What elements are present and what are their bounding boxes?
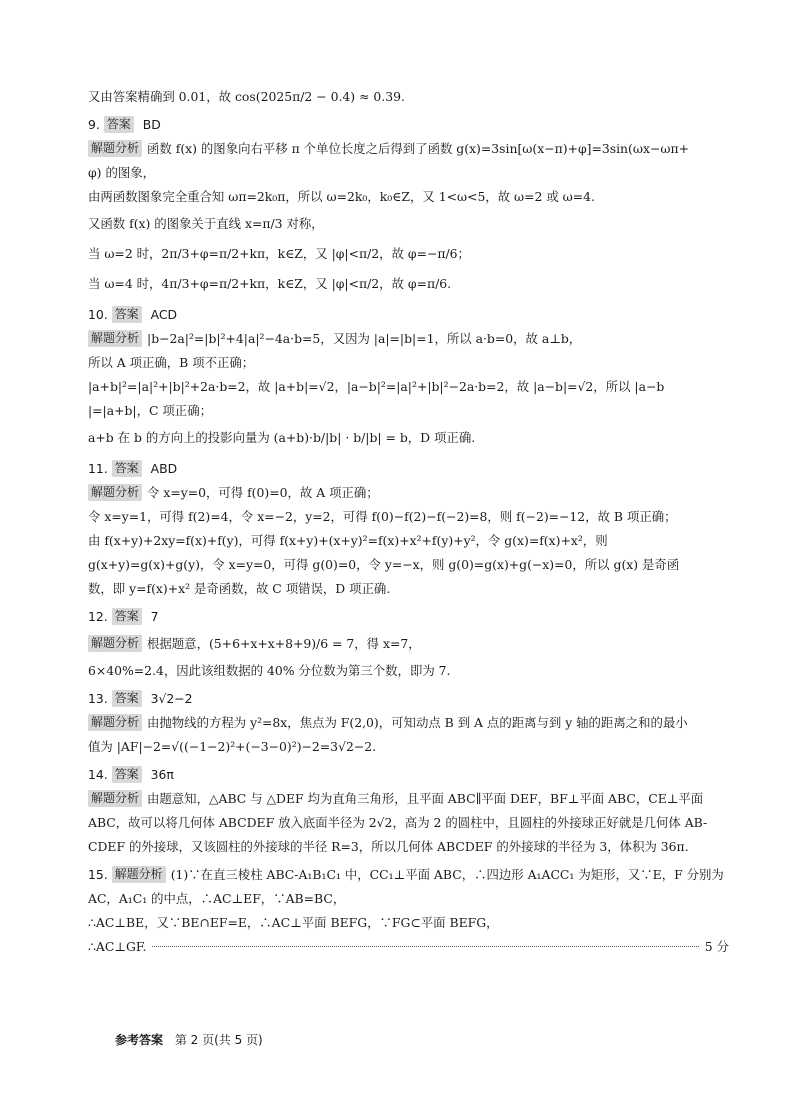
answer-value: 3√2−2 [150,691,193,706]
text-line: 又函数 f(x) 的图象关于直线 x=π/3 对称， [88,216,324,231]
question-number: 11. [88,461,108,476]
analysis-tag: 解题分析 [88,140,142,157]
text-line: |a+b|²=|a|²+|b|²+2a·b=2，故 |a+b|=√2，|a−b|²=|a|²+|b|²−2a·b=2，故 |a−b|=√2，所以 |a−b [88,379,665,394]
answer-value: 7 [150,609,159,624]
text-line: AC，A₁C₁ 的中点，∴AC⊥EF，∵AB=BC， [88,891,346,906]
question-11-header [88,457,729,481]
question-13-header [88,687,729,711]
text-line: 当 ω=4 时，4π/3+φ=π/2+kπ，k∈Z，又 |φ|<π/2，故 φ=π/6. [88,276,452,291]
analysis-tag: 解题分析 [88,790,142,807]
text-line: 由两函数图象完全重合知 ωπ=2k₀π，所以 ω=2k₀，k₀∈Z，又 1<ω<5，故 ω=2 或 ω=4. [88,189,595,204]
analysis-tag: 解题分析 [88,330,142,347]
text-line: |=|a+b|，C 项正确； [88,403,212,418]
text-line [88,481,729,505]
text-line: 当 ω=2 时，2π/3+φ=π/2+kπ，k∈Z，又 |φ|<π/2，故 φ=−π/6； [88,246,470,261]
answer-value: ABD [150,461,178,476]
analysis-tag: 解题分析 [112,866,166,883]
text-line: 令 x=y=1，可得 f(2)=4，令 x=−2，y=2，可得 f(0)−f(2)−f(−2)=8，则 f(−2)=−12，故 B 项正确； [88,509,677,524]
footer-page-number: 第 2 页(共 5 页) [174,1033,263,1047]
answer-tag: 答案 [112,460,142,477]
question-number: 10. [88,307,108,322]
score-line [88,935,729,959]
text-line: 数，即 y=f(x)+x² 是奇函数，故 C 项错误，D 项正确. [88,581,391,596]
text-line: 由 f(x+y)+2xy=f(x)+f(y)，可得 f(x+y)+(x+y)²=f(x)+x²+f(y)+y²，令 g(x)=f(x)+x²，则 [88,533,608,548]
text-line [88,137,729,161]
answer-tag: 答案 [112,608,142,625]
answer-tag: 答案 [112,306,142,323]
analysis-text: 根据题意，(5+6+x+x+8+9)/6 = 7，得 x=7， [147,636,421,651]
analysis-tag: 解题分析 [88,484,142,501]
answer-value: ACD [150,307,178,322]
question-14-header [88,763,729,787]
text-line: ∴AC⊥GF. [88,939,147,954]
analysis-text: |b−2a|²=|b|²+4|a|²−4a·b=5，又因为 |a|=|b|=1，所以 a·b=0，故 a⊥b， [147,331,582,346]
text-line [88,711,729,735]
question-number: 15. [88,867,108,882]
question-number: 9. [88,117,100,132]
answer-tag: 答案 [112,766,142,783]
analysis-tag: 解题分析 [88,635,142,652]
analysis-text: 函数 f(x) 的图象向右平移 π 个单位长度之后得到了函数 g(x)=3sin[ω(x−π)+φ]=3sin(ωx−ωπ+ [147,141,689,156]
text-line: φ) 的图象， [88,165,156,180]
analysis-tag: 解题分析 [88,714,142,731]
text-line: a+b 在 b 的方向上的投影向量为 (a+b)·b/|b| · b/|b| = b，D 项正确. [88,430,476,445]
answer-tag: 答案 [112,690,142,707]
text-line: 所以 A 项正确，B 项不正确； [88,355,255,370]
analysis-text: 由题意知，△ABC 与 △DEF 均为直角三角形，且平面 ABC∥平面 DEF，BF⊥平面 ABC，CE⊥平面 [147,791,704,806]
text-line [88,787,729,811]
text-line: 又由答案精确到 0.01，故 cos(2025π/2 − 0.4) ≈ 0.39. [88,89,405,104]
text-line: CDEF 的外接球，又该圆柱的外接球的半径 R=3，所以几何体 ABCDEF 的外接球的半径为 3，体积为 36π. [88,839,689,854]
question-10-header [88,303,729,327]
footer-label: 参考答案 [115,1033,164,1047]
analysis-text: 令 x=y=0，可得 f(0)=0，故 A 项正确； [147,485,379,500]
text-line: ∴AC⊥BE，又∵BE∩EF=E，∴AC⊥平面 BEFG，∵FG⊂平面 BEFG， [88,915,499,930]
question-9-header [88,113,729,137]
score-value: 5 分 [704,939,729,954]
text-line: ABC，故可以将几何体 ABCDEF 放入底面半径为 2√2，高为 2 的圆柱中，且圆柱的外接球正好就是几何体 AB- [88,815,708,830]
analysis-text: 由抛物线的方程为 y²=8x，焦点为 F(2,0)，可知动点 B 到 A 点的距离与到 y 轴的距离之和的最小 [147,715,688,730]
answer-value: 36π [150,767,174,782]
question-15-header [88,863,729,887]
answer-value: BD [142,117,161,132]
text-line: 6×40%=2.4，因此该组数据的 40% 分位数为第三个数，即为 7. [88,663,451,678]
text-line: 值为 |AF|−2=√((−1−2)²+(−3−0)²)−2=3√2−2. [88,739,377,754]
page-footer [115,1031,263,1048]
question-12-header [88,605,729,629]
question-number: 14. [88,767,108,782]
text-line [88,327,729,351]
text-line [88,629,729,659]
question-number: 13. [88,691,108,706]
text-line: g(x+y)=g(x)+g(y)，令 x=y=0，可得 g(0)=0，令 y=−x，则 g(0)=g(x)+g(−x)=0，所以 g(x) 是奇函 [88,557,680,572]
analysis-text: (1)∵在直三棱柱 ABC-A₁B₁C₁ 中，CC₁⊥平面 ABC，∴四边形 A₁ACC₁ 为矩形，又∵E，F 分别为 [170,867,724,882]
dotted-leader [152,946,698,947]
answer-tag: 答案 [104,116,134,133]
question-number: 12. [88,609,108,624]
